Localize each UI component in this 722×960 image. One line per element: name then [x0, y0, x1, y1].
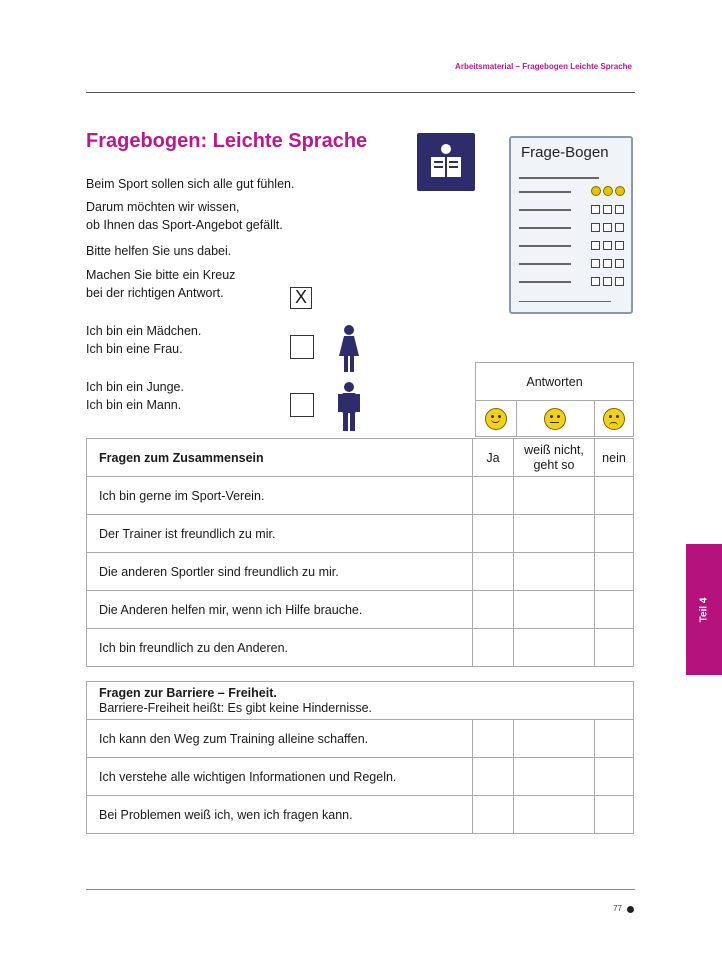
question-row [87, 477, 634, 515]
intro-text [86, 175, 294, 193]
intro-text [86, 198, 283, 234]
section1-heading: Fragen zum Zusammensein [87, 439, 473, 477]
option-label: Ich bin eine Frau. [86, 342, 183, 356]
intro-line: bei der richtigen Antwort. [86, 286, 224, 300]
mini-form-row [519, 258, 625, 270]
question-row [87, 720, 634, 758]
answer-maybe-symbol [517, 401, 594, 437]
answer-cell-no[interactable] [595, 720, 634, 758]
easy-read-book-icon [417, 133, 475, 191]
example-checkbox[interactable]: X [290, 287, 312, 309]
section2-heading-cell [87, 682, 634, 720]
chapter-side-tab [686, 544, 722, 675]
col-maybe-label: weiß nicht, geht so [514, 439, 595, 477]
smiley-sad-icon [603, 408, 625, 430]
intro-line: Bitte helfen Sie uns dabei. [86, 244, 232, 258]
question-text: Ich bin freundlich zu den Anderen. [87, 629, 473, 667]
intro-line: Beim Sport sollen sich alle gut fühlen. [86, 177, 295, 191]
smiley-neutral-icon [544, 408, 566, 430]
answer-cell-maybe[interactable] [514, 553, 595, 591]
page-number: 77 [613, 904, 622, 913]
answer-cell-no[interactable] [595, 477, 634, 515]
option-label: Ich bin ein Mädchen. [86, 324, 202, 338]
answers-header [475, 362, 634, 437]
question-text: Die anderen Sportler sind freundlich zu mir. [87, 553, 473, 591]
section2-heading: Fragen zur Barriere – Freiheit. [99, 685, 277, 700]
intro-text [86, 242, 231, 260]
answers-heading: Antworten [476, 363, 634, 401]
page-title: Fragebogen: Leichte Sprache [86, 130, 368, 152]
answer-cell-no[interactable] [595, 758, 634, 796]
page-marker-dot [627, 906, 634, 913]
section2-header-row [87, 682, 634, 720]
answer-cell-yes[interactable] [473, 720, 514, 758]
option-label: Ich bin ein Mann. [86, 398, 182, 412]
questionnaire-illustration [509, 136, 633, 314]
question-text: Die Anderen helfen mir, wenn ich Hilfe brauche. [87, 591, 473, 629]
answer-cell-maybe[interactable] [514, 720, 595, 758]
section2-subheading: Barriere-Freiheit heißt: Es gibt keine Hindernisse. [99, 700, 373, 715]
running-header: Arbeitsmaterial – Fragebogen Leichte Sprache [455, 62, 632, 71]
question-row [87, 515, 634, 553]
answer-cell-yes[interactable] [473, 515, 514, 553]
mini-form-row [519, 222, 625, 234]
answer-cell-yes[interactable] [473, 629, 514, 667]
intro-line: ob Ihnen das Sport-Angebot gefällt. [86, 218, 283, 232]
mini-form-row [519, 204, 625, 216]
answer-cell-yes[interactable] [473, 553, 514, 591]
question-text: Ich bin gerne im Sport-Verein. [87, 477, 473, 515]
mini-form-row [519, 296, 625, 308]
question-row [87, 591, 634, 629]
question-row [87, 553, 634, 591]
mini-form-row [519, 276, 625, 288]
gender-option-boy [86, 378, 184, 414]
question-row [87, 796, 634, 834]
intro-line: Machen Sie bitte ein Kreuz [86, 268, 236, 282]
answer-cell-no[interactable] [595, 515, 634, 553]
answer-cell-no[interactable] [595, 591, 634, 629]
answer-no-symbol [594, 401, 633, 437]
mini-form-row [519, 172, 625, 184]
section1-table [86, 438, 634, 667]
question-text: Der Trainer ist freundlich zu mir. [87, 515, 473, 553]
female-figure-icon [336, 324, 362, 379]
footer-rule [86, 889, 635, 890]
answer-cell-maybe[interactable] [514, 591, 595, 629]
answer-cell-yes[interactable] [473, 591, 514, 629]
answer-cell-maybe[interactable] [514, 758, 595, 796]
header-rule [86, 92, 635, 93]
intro-text [86, 266, 235, 302]
side-tab-label: Teil 4 [698, 597, 710, 622]
question-text: Ich kann den Weg zum Training alleine schaffen. [87, 720, 473, 758]
mini-form-row [519, 186, 625, 198]
option-label: Ich bin ein Junge. [86, 380, 184, 394]
section2-table [86, 681, 634, 834]
section1-header-row [87, 439, 634, 477]
answer-cell-yes[interactable] [473, 758, 514, 796]
gender-option-girl [86, 322, 201, 358]
answer-cell-yes[interactable] [473, 477, 514, 515]
answer-cell-no[interactable] [595, 796, 634, 834]
answer-cell-maybe[interactable] [514, 629, 595, 667]
answer-yes-symbol [476, 401, 517, 437]
col-no-label: nein [595, 439, 634, 477]
smiley-happy-icon [485, 408, 507, 430]
mini-form-row [519, 240, 625, 252]
boy-checkbox[interactable] [290, 393, 314, 417]
question-text: Bei Problemen weiß ich, wen ich fragen kann. [87, 796, 473, 834]
intro-line: Darum möchten wir wissen, [86, 200, 240, 214]
girl-checkbox[interactable] [290, 335, 314, 359]
male-figure-icon [336, 381, 362, 438]
answer-cell-maybe[interactable] [514, 796, 595, 834]
answer-cell-yes[interactable] [473, 796, 514, 834]
question-row [87, 629, 634, 667]
question-row [87, 758, 634, 796]
answer-cell-no[interactable] [595, 629, 634, 667]
answer-cell-maybe[interactable] [514, 515, 595, 553]
question-text: Ich verstehe alle wichtigen Informationen und Regeln. [87, 758, 473, 796]
answer-cell-no[interactable] [595, 553, 634, 591]
col-yes-label: Ja [473, 439, 514, 477]
answer-cell-maybe[interactable] [514, 477, 595, 515]
mini-form-title: Frage-Bogen [521, 144, 609, 161]
